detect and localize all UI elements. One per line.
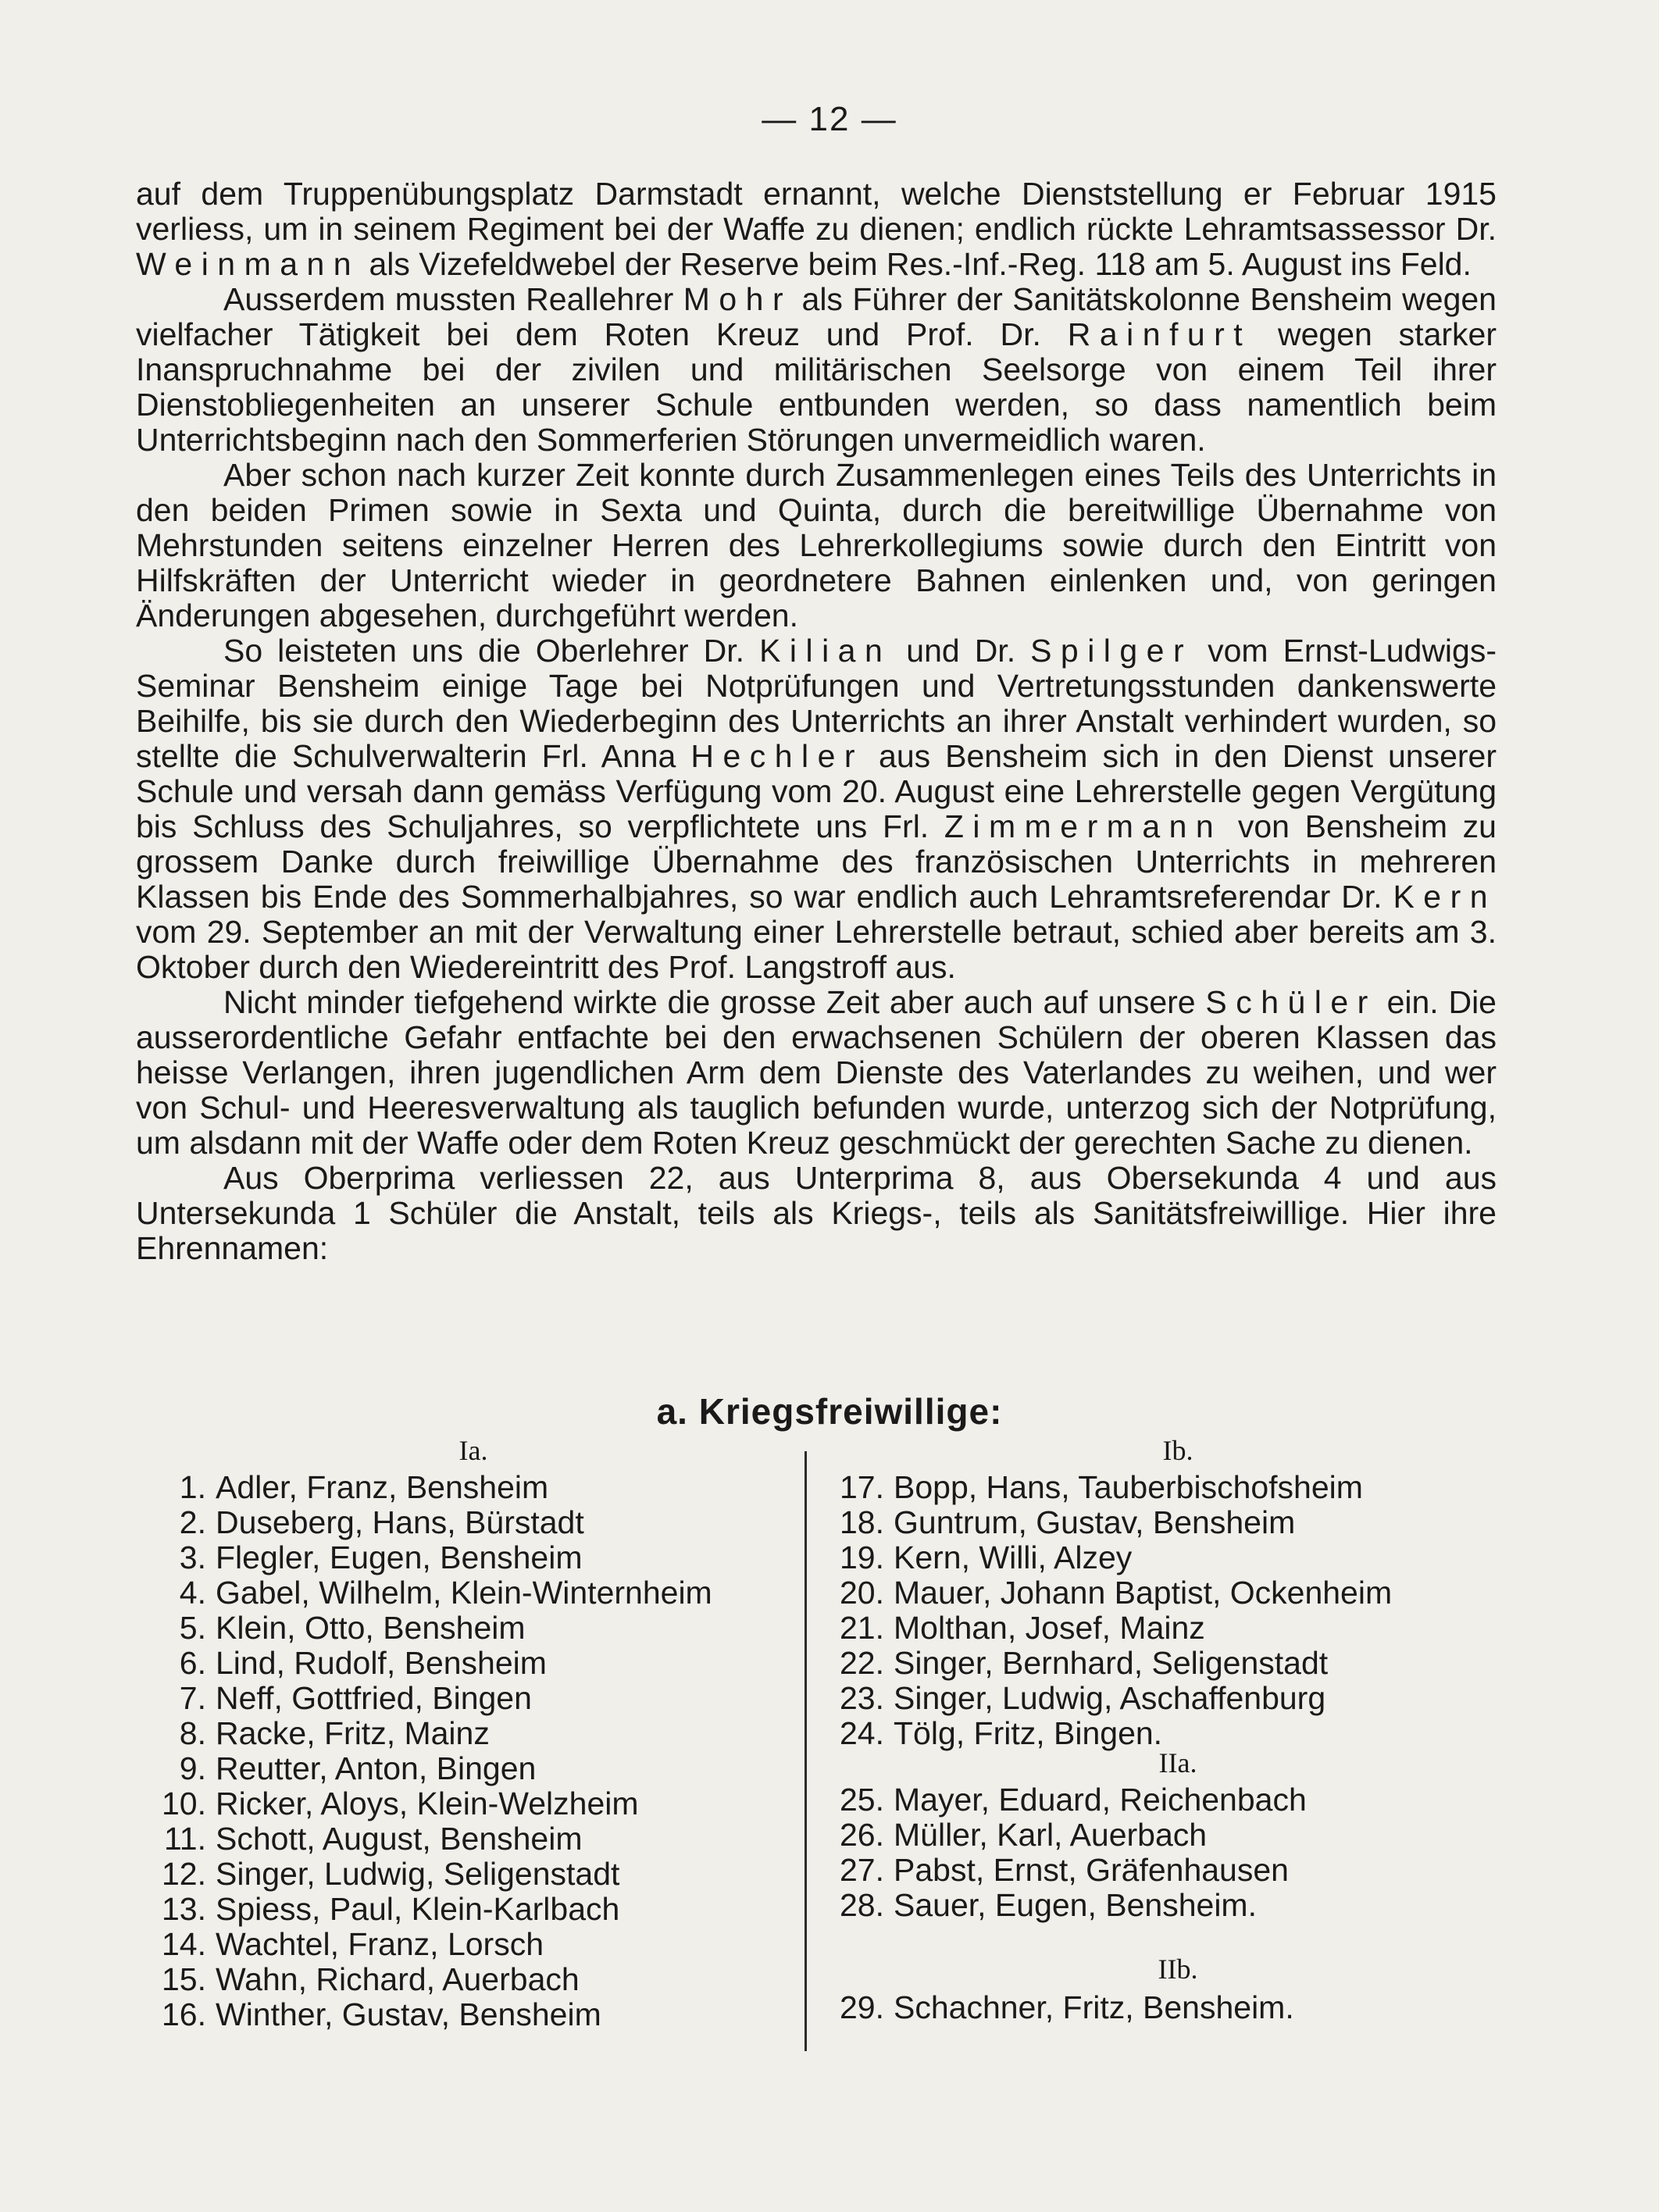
list-item [828,1853,1307,1888]
student-name: Schott, August, Bensheim [216,1821,583,1857]
student-name: Neff, Gottfried, Bingen [216,1680,532,1716]
list-number: 29. [840,1989,884,2025]
list-number: 15. [162,1961,206,1997]
text-run: Ausserdem mussten Reallehrer [223,281,683,317]
student-name: Ricker, Aloys, Klein-Welzheim [216,1786,639,1821]
list-item [136,1892,712,1927]
body-text [136,177,1497,1266]
student-name: Lind, Rudolf, Bensheim [216,1645,547,1681]
list-number: 28. [840,1887,884,1923]
text-run: und Dr. [891,633,1031,669]
student-name: Adler, Franz, Bensheim [216,1469,549,1505]
list-item [136,1997,712,2032]
list-number: 24. [840,1715,884,1751]
emphasized-name: Schüler [1205,984,1377,1020]
student-name: Duseberg, Hans, Bürstadt [216,1504,584,1540]
student-name: Mauer, Johann Baptist, Ockenheim [894,1575,1393,1611]
list-number: 27. [840,1852,884,1888]
paragraph [136,633,1497,985]
text-run: Nicht minder tiefgehend wirkte die grosse Zeit aber auch auf unsere [223,984,1206,1020]
list-number: 5. [179,1610,206,1646]
list-item [136,1681,712,1716]
page-number: — 12 — [762,100,897,138]
emphasized-name: Weinmann [136,246,361,282]
student-name: Flegler, Eugen, Bensheim [216,1539,583,1575]
text-run: wegen starker Inanspruchnahme bei der zivilen und militärischen Seelsorge von einem Teil ihrer Dienstobliegenheiten an unserer Schule entbunden werden, so dass namentlich beim Unterrichtsbeginn nach den Sommerferien Störungen unvermeidlich waren. [136,316,1497,458]
student-name: Wachtel, Franz, Lorsch [216,1926,544,1962]
section-title: a. Kriegsfreiwillige: [656,1391,1003,1432]
text-run: aus Bensheim sich in den Dienst unserer Schule und versah dann gemäss Verfügung vom 20. August eine Lehrerstelle gegen Vergütung bis Schluss des Schuljahres, so verpflichtete uns Frl. [136,738,1497,844]
emphasized-name: Kern [1393,879,1497,915]
list-number: 11. [164,1821,206,1857]
text-run: als Vizefeldwebel der Reserve beim Res.-Inf.-Reg. 118 am 5. August ins Feld. [360,246,1472,282]
student-name: Winther, Gustav, Bensheim [216,1996,601,2032]
text-run: Aber schon nach kurzer Zeit konnte durch Zusammenlegen eines Teils des Unterrichts in den beiden Primen sowie in Sexta und Quinta, durch die bereitwillige Übernahme von Mehrstunden seitens einzelner Herren des Lehrerkollegiums sowie durch den Eintritt von Hilfskräften der Unterricht wieder in geordnetere Bahnen einlenken und, von geringen Änderungen abgesehen, durchgeführt werden. [136,457,1497,633]
student-name: Singer, Ludwig, Aschaffenburg [894,1680,1326,1716]
list-item [136,1857,712,1892]
text-run: vom Ernst-Ludwigs-Seminar Bensheim einige Tage bei Notprüfungen und Vertretungsstunden dankenswerte Beihilfe, bis sie durch den Wiederbeginn des Unterrichts an ihrer Anstalt verhindert wurden, so stellte die Schulverwalterin Frl. Anna [136,633,1497,774]
list-item [136,1927,712,1962]
paragraph [136,1161,1497,1266]
column-divider [805,1451,807,2051]
emphasized-name: Spilger [1030,633,1193,669]
list-number: 21. [840,1610,884,1646]
paragraph [136,177,1497,282]
student-name: Racke, Fritz, Mainz [216,1715,490,1751]
text-run: vom 29. September an mit der Verwaltung einer Lehrerstelle betraut, schied aber bereits am 3. Oktober durch den Wiedereintritt des Prof. Langstroff aus. [136,914,1497,985]
list-number: 14. [162,1926,206,1962]
text-run: als Führer der Sanitätskolonne Bensheim wegen vielfacher Tätigkeit bei dem Roten Kreuz und Prof. Dr. [136,281,1497,352]
list-item [828,1575,1392,1611]
emphasized-name: Rainfurt [1067,316,1252,352]
student-name: Pabst, Ernst, Gräfenhausen [894,1852,1289,1888]
class-label-iia: IIa. [1158,1747,1197,1779]
text-run: ein. Die ausserordentliche Gefahr entfachte bei den erwachsenen Schülern der oberen Klassen das heisse Verlangen, ihren jugendlichen Arm dem Dienste des Vaterlandes zu weihen, und wer von Schul- und Heeresverwaltung als tauglich befunden wurde, unterzog sich der Notprüfung, um alsdann mit der Waffe oder dem Roten Kreuz geschmückt der gerechten Sache zu dienen. [136,984,1497,1161]
list-item [136,1821,712,1857]
text-run: Aus Oberprima verliessen 22, aus Unterprima 8, aus Obersekunda 4 und aus Untersekunda 1 Schüler die Anstalt, teils als Kriegs-, teils als Sanitätsfreiwillige. Hier ihre Ehrennamen: [136,1160,1497,1266]
list-number: 1. [179,1469,206,1505]
student-name: Singer, Ludwig, Seligenstadt [216,1856,620,1892]
class-label-ia: Ia. [458,1435,488,1466]
list-number: 18. [840,1504,884,1540]
list-number: 20. [840,1575,884,1611]
student-name: Molthan, Josef, Mainz [894,1610,1205,1646]
student-name: Spiess, Paul, Klein-Karlbach [216,1891,620,1927]
student-name: Bopp, Hans, Tauberbischofsheim [894,1469,1363,1505]
student-name: Sauer, Eugen, Bensheim. [894,1887,1257,1923]
list-number: 13. [162,1891,206,1927]
list-number: 9. [179,1750,206,1786]
student-name: Reutter, Anton, Bingen [216,1750,537,1786]
student-name: Kern, Willi, Alzey [894,1539,1133,1575]
list-item [136,1646,712,1681]
list-number: 23. [840,1680,884,1716]
student-name: Tölg, Fritz, Bingen. [894,1715,1163,1751]
student-name: Müller, Karl, Auerbach [894,1817,1208,1853]
list-number: 4. [179,1575,206,1611]
text-run: So leisteten uns die Oberlehrer Dr. [223,633,760,669]
list-item [828,1646,1392,1681]
text-run: auf dem Truppenübungsplatz Darmstadt ernannt, welche Dienststellung er Februar 1915 verliess, um in seinem Regiment bei der Waffe zu dienen; endlich rückte Lehramtsassessor Dr. [136,176,1497,247]
student-name: Singer, Bernhard, Seligenstadt [894,1645,1329,1681]
list-item [136,1962,712,1997]
list-item [136,1716,712,1751]
class-label-ib: Ib. [1162,1435,1193,1466]
list-number: 3. [179,1539,206,1575]
list-item [136,1751,712,1786]
list-item [136,1786,712,1821]
list-item [136,1540,712,1575]
list-item [828,1470,1392,1505]
list-item [828,1611,1392,1646]
list-number: 19. [840,1539,884,1575]
paragraph [136,458,1497,633]
list-item [828,1540,1392,1575]
list-item [136,1611,712,1646]
student-list-ia [136,1470,712,2032]
list-item [828,1782,1307,1818]
class-label-iib: IIb. [1158,1953,1198,1985]
list-number: 16. [162,1996,206,2032]
list-number: 22. [840,1645,884,1681]
list-number: 17. [840,1469,884,1505]
list-item [136,1505,712,1540]
list-number: 12. [162,1856,206,1892]
student-list-ib [828,1470,1392,1751]
list-item [136,1575,712,1611]
list-number: 8. [179,1715,206,1751]
list-item [828,1888,1307,1923]
student-name: Wahn, Richard, Auerbach [216,1961,580,1997]
list-number: 2. [179,1504,206,1540]
student-name: Schachner, Fritz, Bensheim. [894,1989,1294,2025]
paragraph [136,985,1497,1161]
list-number: 10. [162,1786,206,1821]
student-name: Klein, Otto, Bensheim [216,1610,526,1646]
student-list-iia [828,1782,1307,1923]
student-name: Gabel, Wilhelm, Klein-Winternheim [216,1575,712,1611]
student-list-iib [828,1990,1294,2025]
emphasized-name: Zimmermann [944,808,1223,844]
list-number: 25. [840,1782,884,1818]
list-item [828,1818,1307,1853]
emphasized-name: Mohr [683,281,793,317]
list-item [828,1505,1392,1540]
list-number: 26. [840,1817,884,1853]
list-item [828,1990,1294,2025]
student-name: Mayer, Eduard, Reichenbach [894,1782,1307,1818]
text-run: von Bensheim zu grossem Danke durch freiwillige Übernahme des französischen Unterrichts in mehreren Klassen bis Ende des Sommerhalbjahres, so war endlich auch Lehramtsreferendar Dr. [136,808,1497,915]
emphasized-name: Kilian [759,633,892,669]
paragraph [136,282,1497,458]
emphasized-name: Hechler [690,738,865,774]
student-name: Guntrum, Gustav, Bensheim [894,1504,1296,1540]
list-number: 6. [179,1645,206,1681]
list-item [828,1681,1392,1716]
list-number: 7. [179,1680,206,1716]
list-item [828,1716,1392,1751]
list-item [136,1470,712,1505]
